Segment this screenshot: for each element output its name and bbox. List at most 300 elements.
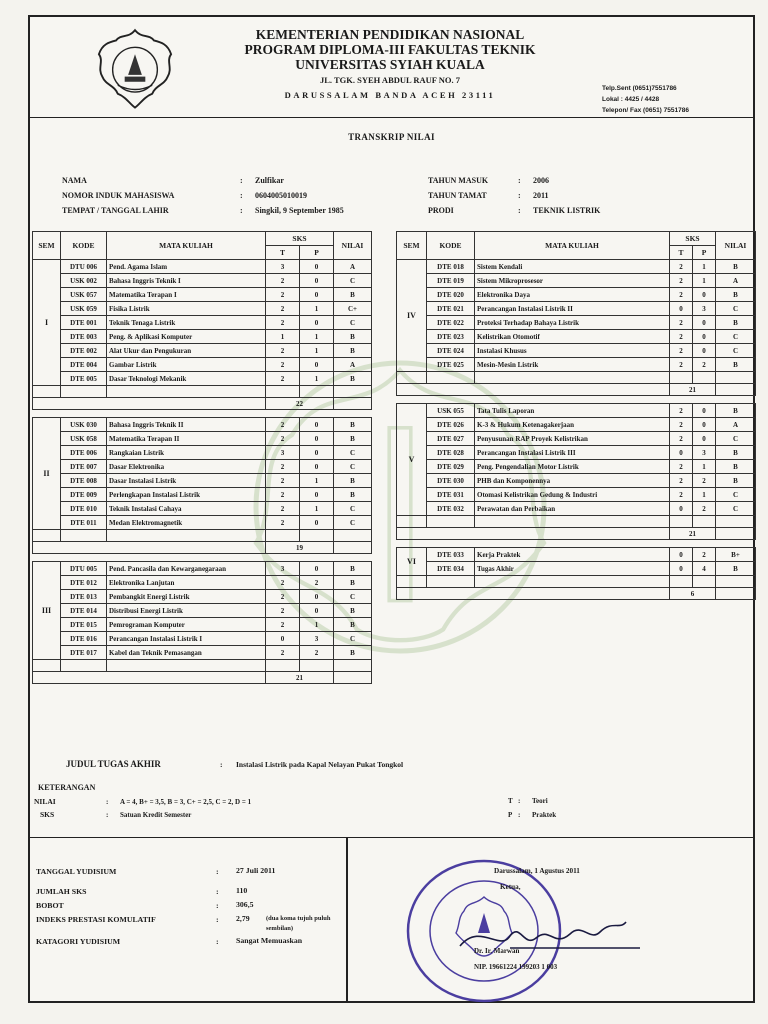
course-name: Gambar Listrik <box>107 358 266 372</box>
sks-practice: 0 <box>300 488 334 502</box>
empty-cell <box>300 530 334 542</box>
sks-practice: 0 <box>693 344 716 358</box>
sks-theory: 2 <box>266 516 300 530</box>
sks-theory: 0 <box>670 548 693 562</box>
course-code: DTE 012 <box>61 576 107 590</box>
sks-practice: 1 <box>300 474 334 488</box>
sks-practice: 0 <box>300 288 334 302</box>
sks-practice: 2 <box>300 646 334 660</box>
grade: C <box>334 590 372 604</box>
sks-practice: 0 <box>300 604 334 618</box>
yudisium-date-label: TANGGAL YUDISIUM <box>36 867 117 876</box>
table-body-left <box>33 260 372 684</box>
col-nilai: NILAI <box>334 232 372 260</box>
course-code: DTE 027 <box>427 432 475 446</box>
course-code: DTE 032 <box>427 502 475 516</box>
empty-cell <box>334 672 372 684</box>
course-name: Elektronika Lanjutan <box>107 576 266 590</box>
sks-meaning: Satuan Kredit Semester <box>120 811 192 819</box>
empty-cell <box>693 516 716 528</box>
course-code: DTE 011 <box>61 516 107 530</box>
sks-theory: 2 <box>670 418 693 432</box>
ipk-value: 2,79 <box>236 914 250 923</box>
grade: B <box>716 288 756 302</box>
empty-cell <box>33 530 61 542</box>
sks-theory: 2 <box>266 302 300 316</box>
student-name: Zulfikar <box>255 176 284 185</box>
course-code: DTE 023 <box>427 330 475 344</box>
course-code: DTE 010 <box>61 502 107 516</box>
semester-total: 21 <box>266 672 334 684</box>
sks-theory: 2 <box>670 274 693 288</box>
table-row <box>397 460 756 474</box>
grade: B <box>334 344 372 358</box>
empty-cell <box>693 372 716 384</box>
category-value: Sangat Memuaskan <box>236 936 303 945</box>
empty-cell <box>670 372 693 384</box>
table-row <box>397 548 756 562</box>
course-code: DTE 031 <box>427 488 475 502</box>
empty-cell <box>300 386 334 398</box>
grade: B <box>334 432 372 446</box>
course-name: Proteksi Terhadap Bahaya Listrik <box>475 316 670 330</box>
gap-cell <box>397 396 756 404</box>
sks-practice: 1 <box>693 260 716 274</box>
section-gap <box>397 540 756 548</box>
sks-practice: 3 <box>693 446 716 460</box>
grade: B <box>716 474 756 488</box>
empty-cell <box>334 660 372 672</box>
empty-cell <box>397 384 670 396</box>
course-code: DTE 030 <box>427 474 475 488</box>
sks-practice: 1 <box>693 274 716 288</box>
course-name: Medan Elektromagnetik <box>107 516 266 530</box>
empty-cell <box>33 660 61 672</box>
sks-practice: 0 <box>300 358 334 372</box>
sks-theory: 2 <box>670 432 693 446</box>
transcript-table-right <box>396 231 756 600</box>
sks-practice: 0 <box>693 432 716 446</box>
sks-theory: 2 <box>266 432 300 446</box>
gap-cell <box>33 554 372 562</box>
semester-total: 19 <box>266 542 334 554</box>
notes-label: KETERANGAN <box>38 783 96 792</box>
sks-practice: 0 <box>300 418 334 432</box>
col-kode: KODE <box>61 232 107 260</box>
sks-colon: : <box>106 811 109 819</box>
empty-cell <box>475 372 670 384</box>
semester-total: 21 <box>670 528 716 540</box>
table-row <box>397 358 756 372</box>
empty-cell <box>266 530 300 542</box>
sks-theory: 2 <box>670 288 693 302</box>
sks-theory: 2 <box>266 460 300 474</box>
grade: C <box>334 516 372 530</box>
grade: B <box>716 358 756 372</box>
sks-theory: 1 <box>266 330 300 344</box>
grade: B <box>334 618 372 632</box>
course-code: DTE 028 <box>427 446 475 460</box>
grade: B <box>334 576 372 590</box>
gap-cell <box>33 410 372 418</box>
fax-line: Telepon/ Fax (0651) 7551786 <box>602 107 689 114</box>
empty-cell <box>33 398 266 410</box>
prodi-value: TEKNIK LISTRIK <box>533 206 601 215</box>
empty-cell <box>716 384 756 396</box>
sks-theory: 2 <box>670 488 693 502</box>
sks-theory: 2 <box>266 502 300 516</box>
semester-total-row <box>397 528 756 540</box>
semester-cell: I <box>33 260 61 386</box>
table-row <box>33 446 372 460</box>
table-row <box>33 274 372 288</box>
course-code: USK 030 <box>61 418 107 432</box>
sks-practice: 3 <box>693 302 716 316</box>
sks-theory: 2 <box>266 316 300 330</box>
student-nim: 0604005010019 <box>255 191 307 200</box>
course-name: Pend. Agama Islam <box>107 260 266 274</box>
sks-theory: 2 <box>670 474 693 488</box>
table-row <box>33 330 372 344</box>
course-name: Sistem Kendali <box>475 260 670 274</box>
grade: B <box>716 316 756 330</box>
grade: B <box>334 418 372 432</box>
sks-practice: 0 <box>693 288 716 302</box>
sks-practice: 0 <box>693 330 716 344</box>
spacer-row <box>33 386 372 398</box>
sks-practice: 0 <box>300 590 334 604</box>
grade: A <box>334 358 372 372</box>
course-name: Sistem Mikroprosesor <box>475 274 670 288</box>
empty-cell <box>33 672 266 684</box>
sks-practice: 1 <box>300 302 334 316</box>
grad-year: 2011 <box>533 191 549 200</box>
semester-total: 6 <box>670 588 716 600</box>
sks-practice: 0 <box>300 274 334 288</box>
course-code: USK 002 <box>61 274 107 288</box>
table-body-right <box>397 260 756 600</box>
col-sks: SKS <box>670 232 716 246</box>
course-name: Perlengkapan Instalasi Listrik <box>107 488 266 502</box>
course-name: Bahasa Inggris Teknik I <box>107 274 266 288</box>
sks-theory: 0 <box>266 632 300 646</box>
empty-cell <box>107 386 266 398</box>
course-code: DTE 001 <box>61 316 107 330</box>
table-row <box>33 632 372 646</box>
sks-theory: 2 <box>266 288 300 302</box>
course-name: Perancangan Instalasi Listrik III <box>475 446 670 460</box>
t-meaning: Teori <box>532 797 548 805</box>
course-code: DTE 005 <box>61 372 107 386</box>
sks-theory: 2 <box>670 316 693 330</box>
nim-label: NOMOR INDUK MAHASISWA <box>62 191 175 200</box>
grade: C <box>716 302 756 316</box>
bobot-label: BOBOT <box>36 901 64 910</box>
student-info-right: TAHUN MASUK : 2006 TAHUN TAMAT : 2011 PRODI : TEKNIK LISTRIK <box>428 173 600 218</box>
spacer-row <box>33 530 372 542</box>
local-line: Lokal : 4425 / 4428 <box>602 96 660 103</box>
grade: C <box>716 432 756 446</box>
semester-total-row <box>33 398 372 410</box>
sks-theory: 3 <box>266 260 300 274</box>
total-sks: 110 <box>236 886 248 895</box>
sks-practice: 0 <box>693 418 716 432</box>
table-row <box>33 562 372 576</box>
sks-theory: 2 <box>266 358 300 372</box>
table-row <box>33 618 372 632</box>
course-code: DTE 004 <box>61 358 107 372</box>
table-row <box>397 330 756 344</box>
semester-total: 22 <box>266 398 334 410</box>
sks-practice: 2 <box>693 474 716 488</box>
table-row <box>397 474 756 488</box>
sks-practice: 0 <box>300 316 334 330</box>
course-code: DTE 003 <box>61 330 107 344</box>
course-name: Tugas Akhir <box>475 562 670 576</box>
p-meaning: Praktek <box>532 811 557 819</box>
grade: A <box>716 418 756 432</box>
course-code: DTE 015 <box>61 618 107 632</box>
sks-theory: 2 <box>266 372 300 386</box>
sks-practice: 4 <box>693 562 716 576</box>
course-code: DTE 017 <box>61 646 107 660</box>
sks-label: SKS <box>40 810 55 819</box>
course-code: USK 059 <box>61 302 107 316</box>
sks-practice: 1 <box>300 372 334 386</box>
transcript-sheet: KEMENTERIAN PENDIDIKAN NASIONAL PROGRAM DIPLOMA-III FAKULTAS TEKNIK UNIVERSITAS SYIAH KUALA JL. TGK. SYEH ABDUL RAUF NO. 7 DARUSSALAM BANDA ACEH 23111 Telp.Sent (0651)7551786 Lokal : 4425 / 4428 Telepon/ Fax (0651) 7551786 TRANSKRIP NILAI NAMA : Zulfikar NOMOR INDUK MAHASISWA : 0604005010019 TEMPAT / TANGGAL LAHIR : Singkil, 9 September 1985 TAHUN MASUK : 2006 TAHUN TAMAT : 2011 PRODI : TEKNIK LISTRIK SEM KODE MATA KULIAH SKS NILAI T P I DTU 006 Pend. Agama Islam 3 0 A USK 002 Bahasa Inggris Teknik I 2 0 C USK 057 Matematika Terapan I 2 0 B USK 059 Fisika Listrik 2 1 C+ DTE 001 Teknik Tenaga Listrik 2 0 C DTE 003 Peng. & Aplikasi Komputer 1 1 B DTE 002 Alat Ukur dan Pengukuran 2 1 B DTE 004 Gambar Listrik 2 0 A DTE 005 Dasar Teknologi Mekanik 2 1 B 22 II USK 030 Bahasa Inggris Teknik II 2 0 B USK 058 Matematika Terapan II 2 0 B DTE 006 Rangkaian Listrik 3 0 C DTE 007 Dasar Elektronika 2 0 C DTE 008 Dasar Instalasi Listrik 2 1 B DTE 009 Perlengkapan Instalasi Listrik 2 0 B DTE 010 Teknik Instalasi Cahaya 2 1 C DTE 011 Medan Elektromagnetik 2 0 C 19 III DTU 005 Pend. Pancasila dan Kewarganegaraan 3 0 B DTE 012 Elektronika Lanjutan 2 2 B DTE 013 Pembangkit Energi Listrik 2 0 C DTE 014 Distribusi Energi Listrik 2 0 B DTE 015 Pemrograman Komputer 2 1 B DTE 016 Perancangan Instalasi Listrik I 0 3 C DTE 017 Kabel dan Teknik Pemasangan 2 2 B 21 SEM KODE MATA KULIAH SKS NILAI T P IV DTE 018 Sistem Kendali 2 1 B DTE 019 Sistem Mikroprosesor 2 1 A DTE 020 Elektronika Daya 2 0 B DTE 021 Perancangan Instalasi Listrik II 0 3 C DTE 022 Proteksi Terhadap Bahaya Listrik 2 0 B DTE 023 Kelistrikan Otomotif 2 0 C DTE 024 Instalasi Khusus 2 0 C DTE 025 Mesin-Mesin Listrik 2 2 B 21 V USK 055 Tata Tulis Laporan 2 0 B DTE 026 K-3 & Hukum Ketenagakerjaan 2 0 A DTE 027 Penyusunan RAP Proyek Kelistrikan 2 0 C DTE 028 Perancangan Instalasi Listrik III 0 3 B DTE 029 Peng. Pengendalian Motor Listrik 2 1 B DTE 030 PHB dan Komponennya 2 2 B DTE 031 Otomasi Kelistrikan Gedung & Industri 2 1 C DTE 032 Perawatan dan Perbaikan 0 2 C 21 VI DTE 033 Kerja Praktek 0 2 B+ DTE 034 Tugas Akhir 0 4 B 6 JUDUL TUGAS AKHIR : Instalasi Listrik pada Kapal Nelayan Pukat Tongkol KETERANGAN NILAI : A = 4, B+ = 3,5, B = 3, C+ = 2,5, C = 2, D = 1 SKS : Satuan Kredit Semester T : Teori P : Praktek TANGGAL YUDISIUM : 27 Juli 2011 JUMLAH SKS : 110 BOBOT : 306,5 INDEKS PRESTASI KOMULATIF : 2,79 (dua koma tujuh puluh sembilan) KATAGORI YUDISIUM : Sangat Memuaskan Darussalam, 1 Agustus 2011 Ketua, Dr. Ir. Marwan NIP. 19661224 199203 1 003 <box>28 15 755 1003</box>
phone-line: Telp.Sent (0651)7551786 <box>602 85 677 92</box>
grade: C <box>334 502 372 516</box>
sks-theory: 2 <box>266 344 300 358</box>
empty-cell <box>716 528 756 540</box>
bobot-value: 306,5 <box>236 900 254 909</box>
semester-cell: V <box>397 404 427 516</box>
grade: C+ <box>334 302 372 316</box>
empty-cell <box>716 576 756 588</box>
table-row <box>33 516 372 530</box>
sks-theory: 2 <box>670 404 693 418</box>
col-mata-kuliah: MATA KULIAH <box>107 232 266 260</box>
sks-practice: 0 <box>300 460 334 474</box>
course-code: DTE 007 <box>61 460 107 474</box>
sks-practice: 1 <box>300 330 334 344</box>
sks-theory: 2 <box>266 418 300 432</box>
table-row <box>397 488 756 502</box>
table-row <box>33 302 372 316</box>
empty-cell <box>334 386 372 398</box>
table-row <box>397 418 756 432</box>
sks-practice: 1 <box>300 344 334 358</box>
course-name: Matematika Terapan I <box>107 288 266 302</box>
grade: C <box>334 446 372 460</box>
empty-cell <box>716 372 756 384</box>
empty-cell <box>397 516 427 528</box>
course-name: Bahasa Inggris Teknik II <box>107 418 266 432</box>
course-name: Alat Ukur dan Pengukuran <box>107 344 266 358</box>
table-row <box>397 274 756 288</box>
course-name: Tata Tulis Laporan <box>475 404 670 418</box>
grade: A <box>716 274 756 288</box>
table-row <box>33 590 372 604</box>
section-gap <box>397 396 756 404</box>
spacer-row <box>33 660 372 672</box>
sks-practice: 2 <box>693 548 716 562</box>
semester-total-row <box>33 672 372 684</box>
grade: C <box>716 330 756 344</box>
empty-cell <box>300 660 334 672</box>
sks-practice: 0 <box>300 516 334 530</box>
course-name: Kabel dan Teknik Pemasangan <box>107 646 266 660</box>
university-logo <box>92 25 178 111</box>
grade: B <box>716 260 756 274</box>
course-name: Perancangan Instalasi Listrik II <box>475 302 670 316</box>
course-name: Rangkaian Listrik <box>107 446 266 460</box>
transcript-table-left <box>32 231 372 684</box>
course-code: DTE 021 <box>427 302 475 316</box>
prodi-label: PRODI <box>428 206 454 215</box>
sks-practice: 1 <box>693 488 716 502</box>
course-code: DTU 006 <box>61 260 107 274</box>
spacer-row <box>397 372 756 384</box>
col-mata-kuliah: MATA KULIAH <box>475 232 670 260</box>
student-info-left: NAMA : Zulfikar NOMOR INDUK MAHASISWA : 0604005010019 TEMPAT / TANGGAL LAHIR : Singkil, 9 September 1985 <box>62 173 344 218</box>
grade: B <box>716 460 756 474</box>
sks-practice: 2 <box>693 358 716 372</box>
sks-theory: 0 <box>670 446 693 460</box>
sks-theory: 0 <box>670 562 693 576</box>
grade-scale-label: NILAI <box>34 797 56 806</box>
grade: B <box>334 372 372 386</box>
table-row <box>33 646 372 660</box>
empty-cell <box>61 530 107 542</box>
col-kode: KODE <box>427 232 475 260</box>
signer-name: Dr. Ir. Marwan <box>474 947 520 955</box>
sks-theory: 2 <box>266 474 300 488</box>
grade: C <box>716 488 756 502</box>
course-code: DTE 009 <box>61 488 107 502</box>
sks-practice: 0 <box>693 404 716 418</box>
empty-cell <box>716 588 756 600</box>
address-line: JL. TGK. SYEH ABDUL RAUF NO. 7 <box>319 75 461 85</box>
col-p: P <box>693 246 716 260</box>
col-sks: SKS <box>266 232 334 246</box>
table-row <box>397 260 756 274</box>
sks-theory: 2 <box>670 330 693 344</box>
ipk-words: (dua koma tujuh puluh sembilan) <box>266 915 331 932</box>
table-row <box>33 474 372 488</box>
signer-nip: NIP. 19661224 199203 1 003 <box>474 963 558 971</box>
course-name: Pemrograman Komputer <box>107 618 266 632</box>
t-label: T <box>508 797 513 805</box>
gap-cell <box>397 540 756 548</box>
table-row <box>397 562 756 576</box>
col-sem: SEM <box>33 232 61 260</box>
sks-theory: 3 <box>266 446 300 460</box>
table-row <box>397 502 756 516</box>
course-code: DTE 019 <box>427 274 475 288</box>
table-row <box>397 432 756 446</box>
table-row <box>33 260 372 274</box>
course-name: Teknik Instalasi Cahaya <box>107 502 266 516</box>
grade: B <box>334 474 372 488</box>
grad-year-label: TAHUN TAMAT <box>428 191 487 200</box>
sks-practice: 2 <box>300 576 334 590</box>
sks-theory: 2 <box>266 618 300 632</box>
total-sks-label: JUMLAH SKS <box>36 887 87 896</box>
empty-cell <box>266 660 300 672</box>
empty-cell <box>693 576 716 588</box>
course-name: Elektronika Daya <box>475 288 670 302</box>
p-label: P <box>508 811 513 819</box>
course-name: Perancangan Instalasi Listrik I <box>107 632 266 646</box>
sks-theory: 2 <box>266 646 300 660</box>
city-line: DARUSSALAM BANDA ACEH 23111 <box>284 90 496 100</box>
course-name: Kelistrikan Otomotif <box>475 330 670 344</box>
course-code: DTE 008 <box>61 474 107 488</box>
table-row <box>33 488 372 502</box>
t-colon: : <box>518 797 521 805</box>
sks-theory: 2 <box>670 260 693 274</box>
empty-cell <box>427 576 475 588</box>
table-row <box>33 372 372 386</box>
sign-role: Ketua, <box>500 883 521 891</box>
grade: C <box>334 274 372 288</box>
table-row <box>33 432 372 446</box>
course-code: DTE 022 <box>427 316 475 330</box>
table-row <box>33 288 372 302</box>
course-name: Pembangkit Energi Listrik <box>107 590 266 604</box>
table-row <box>33 344 372 358</box>
thesis-title: Instalasi Listrik pada Kapal Nelayan Pukat Tongkol <box>236 760 404 769</box>
course-name: Kerja Praktek <box>475 548 670 562</box>
grade: C <box>334 632 372 646</box>
spacer-row <box>397 516 756 528</box>
course-code: DTE 016 <box>61 632 107 646</box>
course-name: Penyusunan RAP Proyek Kelistrikan <box>475 432 670 446</box>
course-code: USK 058 <box>61 432 107 446</box>
course-name: Distribusi Energi Listrik <box>107 604 266 618</box>
course-code: DTU 005 <box>61 562 107 576</box>
course-code: DTE 013 <box>61 590 107 604</box>
semester-cell: II <box>33 418 61 530</box>
course-name: Dasar Elektronika <box>107 460 266 474</box>
course-code: DTE 026 <box>427 418 475 432</box>
course-name: Mesin-Mesin Listrik <box>475 358 670 372</box>
sign-place-date: Darussalam, 1 Agustus 2011 <box>494 867 580 875</box>
table-row <box>33 460 372 474</box>
empty-cell <box>475 516 670 528</box>
semester-total-row <box>33 542 372 554</box>
spacer-row <box>397 576 756 588</box>
sks-theory: 0 <box>670 502 693 516</box>
sks-theory: 2 <box>266 604 300 618</box>
letterhead-text <box>210 27 570 103</box>
course-code: DTE 006 <box>61 446 107 460</box>
table-row <box>33 316 372 330</box>
empty-cell <box>397 372 427 384</box>
sks-theory: 2 <box>266 488 300 502</box>
course-code: DTE 029 <box>427 460 475 474</box>
grade: C <box>334 316 372 330</box>
course-code: DTE 025 <box>427 358 475 372</box>
entry-year: 2006 <box>533 176 549 185</box>
empty-cell <box>397 588 670 600</box>
col-nilai: NILAI <box>716 232 756 260</box>
letterhead <box>30 17 753 118</box>
sks-theory: 2 <box>670 344 693 358</box>
table-row <box>33 576 372 590</box>
sks-theory: 3 <box>266 562 300 576</box>
